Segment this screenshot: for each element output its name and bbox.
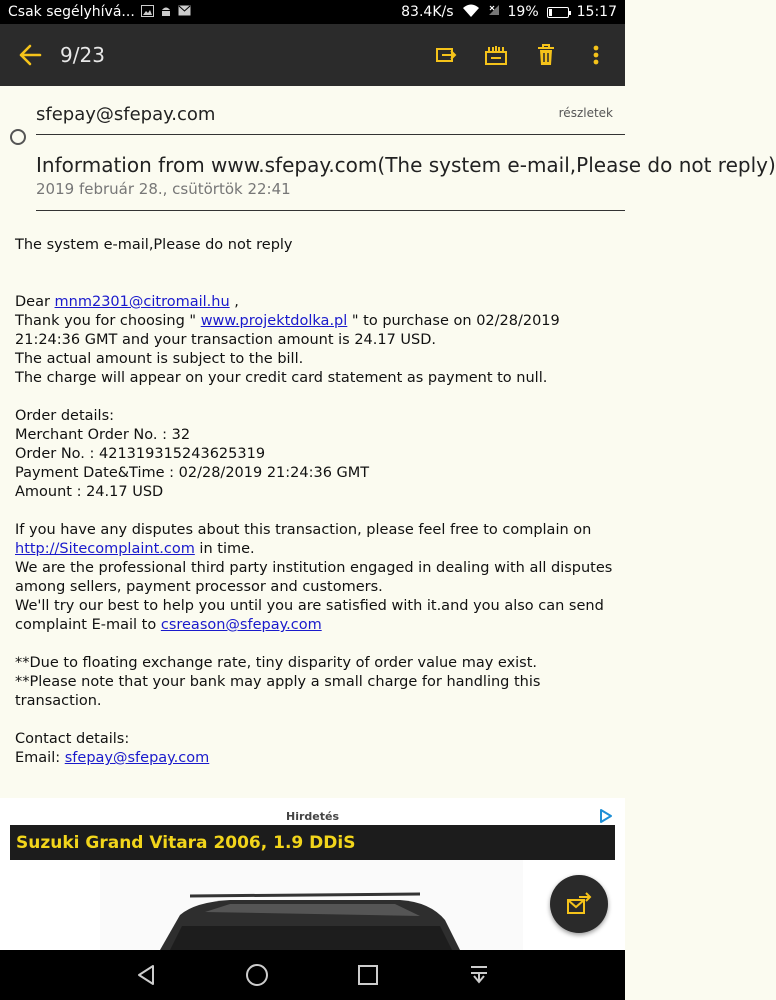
battery-icon (547, 7, 569, 18)
amount-line: Amount : 24.17 USD (15, 484, 164, 500)
nav-recents-button[interactable] (348, 955, 388, 995)
order-details-heading: Order details: (15, 408, 115, 424)
compose-fab[interactable] (550, 875, 608, 933)
nav-notifications-button[interactable] (459, 955, 499, 995)
divider (36, 134, 625, 135)
system-line: The system e-mail,Please do not reply (15, 237, 293, 253)
message-counter: 9/23 (60, 43, 105, 67)
complaint-email-link[interactable]: csreason@sfepay.com (160, 617, 322, 633)
order-number-line: Order No. : 421319315243625319 (15, 446, 266, 462)
thanks-paragraph: Thank you for choosing " www.projektdolka.pl " to purchase on 02/28/2019 21:24:36 GMT and your transaction amount is 24.17 USD. (15, 313, 560, 348)
network-speed: 83.4K/s (401, 4, 454, 20)
navigation-bar (0, 950, 625, 1000)
move-mail-icon (565, 892, 593, 916)
square-recents-icon (357, 964, 379, 986)
payment-date-line: Payment Date&Time : 02/28/2019 21:24:36 GMT (15, 465, 370, 481)
ad-label: Hirdetés (285, 810, 339, 823)
android-notification-icon (160, 5, 172, 20)
sitecomplaint-link[interactable]: http://Sitecomplaint.com (15, 541, 195, 557)
merchant-link[interactable]: www.projektdolka.pl (200, 313, 348, 329)
move-to-folder-icon (434, 44, 458, 66)
disputes-paragraph: If you have any disputes about this transaction, please feel free to complain on http://Sitecomplaint.com in time. (15, 522, 592, 557)
no-signal-icon (488, 4, 500, 20)
bank-charge-note: **Please note that your bank may apply a small charge for handling this transaction. (15, 674, 541, 709)
circle-home-icon (245, 963, 269, 987)
archive-button[interactable] (471, 24, 521, 86)
details-link[interactable]: részletek (558, 106, 613, 120)
more-vertical-icon (592, 44, 600, 66)
ad-car-image[interactable] (100, 860, 523, 950)
mail-date: 2019 február 28., csütörtök 22:41 (36, 180, 291, 198)
battery-percent: 19% (507, 4, 539, 20)
trash-icon (536, 43, 556, 67)
actual-amount-line: The actual amount is subject to the bill. (15, 351, 304, 367)
select-radio[interactable] (10, 129, 26, 145)
move-button[interactable] (421, 24, 471, 86)
app-bar (0, 24, 625, 86)
floating-rate-note: **Due to floating exchange rate, tiny disparity of order value may exist. (15, 655, 538, 671)
sender-address[interactable]: sfepay@sfepay.com (36, 104, 216, 125)
delete-button[interactable] (521, 24, 571, 86)
wifi-icon (462, 4, 480, 21)
charge-line: The charge will appear on your credit card statement as payment to null. (15, 370, 548, 386)
back-button[interactable] (0, 24, 60, 86)
nav-back-button[interactable] (126, 955, 166, 995)
mail-notification-icon (178, 5, 191, 19)
merchant-order-line: Merchant Order No. : 32 (15, 427, 191, 443)
pull-down-icon (468, 964, 490, 986)
greeting: Dear mnm2301@citromail.hu , (15, 294, 239, 310)
archive-icon (483, 44, 509, 66)
adchoices-icon[interactable] (599, 808, 613, 822)
complaint-paragraph: We'll try our best to help you until you are satisfied with it.and you also can send complaint E-mail to csreason@sfepay.com (15, 598, 604, 633)
clock: 15:17 (576, 4, 617, 20)
arrow-left-icon (18, 44, 42, 66)
divider (36, 210, 625, 211)
status-bar (0, 0, 625, 24)
more-options-button[interactable] (571, 24, 621, 86)
professional-paragraph: We are the professional third party institution engaged in dealing with all disputes among sellers, payment processor and customers. (15, 560, 613, 595)
image-notification-icon (141, 5, 154, 20)
mail-body (15, 236, 615, 768)
contact-email-link[interactable]: sfepay@sfepay.com (64, 750, 210, 766)
ad-title[interactable]: Suzuki Grand Vitara 2006, 1.9 DDiS (10, 825, 615, 860)
mail-header (0, 86, 776, 216)
subject: Information from www.sfepay.com(The system e-mail,Please do not reply) (36, 153, 776, 177)
nav-home-button[interactable] (237, 955, 277, 995)
recipient-email-link[interactable]: mnm2301@citromail.hu (54, 294, 230, 310)
advertisement[interactable] (0, 798, 625, 950)
contact-email-line: Email: sfepay@sfepay.com (15, 750, 210, 766)
carrier-text: Csak segélyhívá... (8, 4, 135, 20)
triangle-back-icon (135, 964, 157, 986)
contact-heading: Contact details: (15, 731, 130, 747)
